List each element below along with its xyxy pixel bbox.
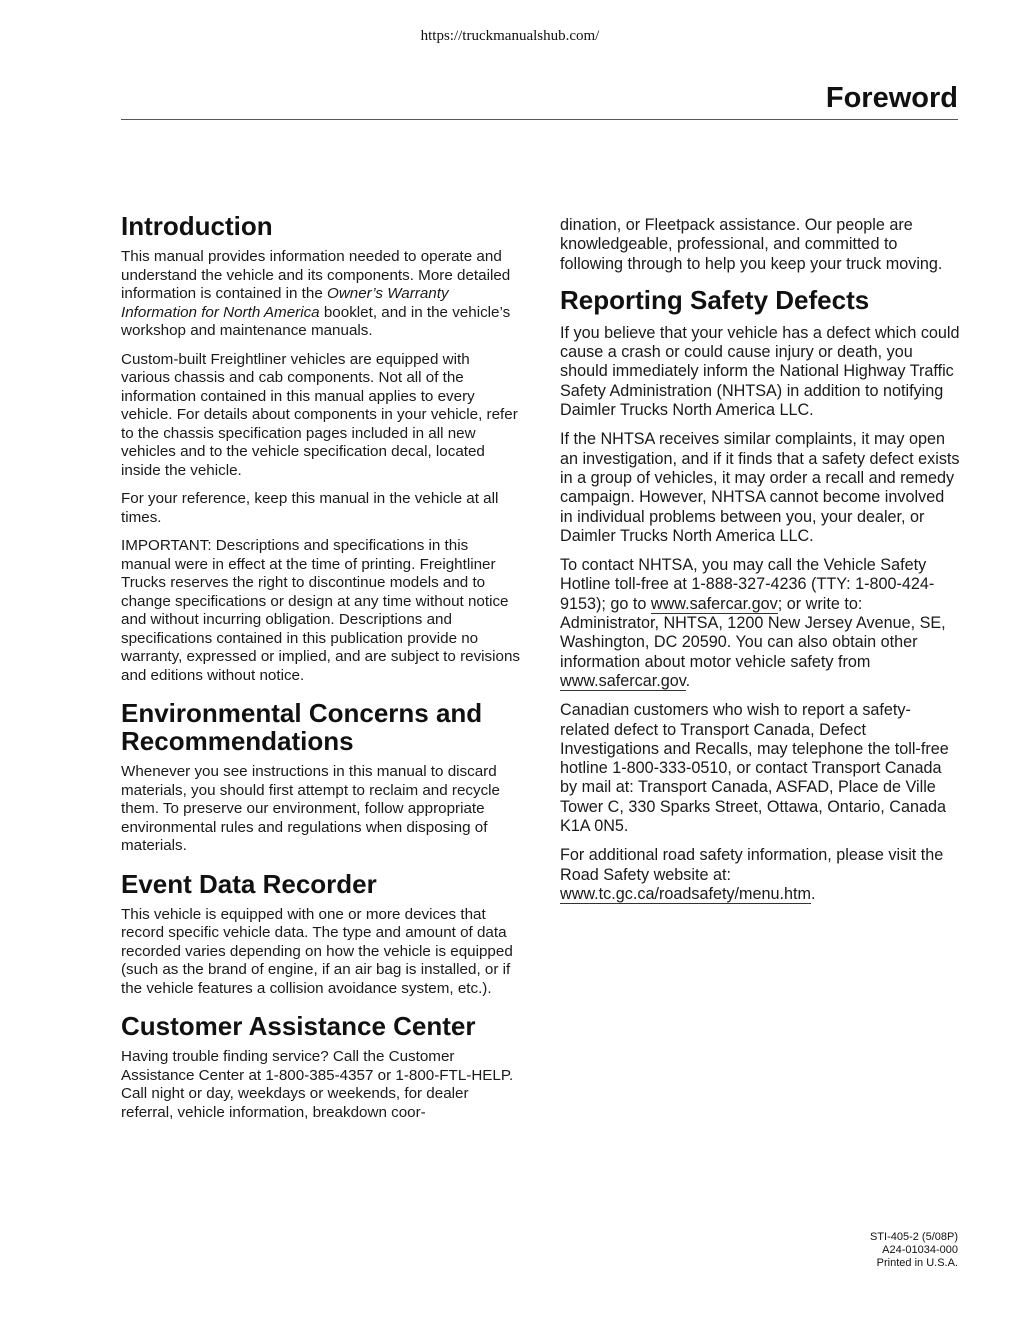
introduction-paragraph-1 <box>121 248 521 341</box>
title-divider <box>121 119 958 120</box>
customer-assistance-continued: dination, or Fleetpack assistance. Our people are knowledgeable, professional, and committed to following through to help you keep your truck moving. <box>560 216 943 273</box>
customer-assistance-heading: Customer Assistance Center <box>121 1011 476 1041</box>
part-number: A24-01034-000 <box>882 1244 958 1256</box>
road-safety-link[interactable]: www.tc.gc.ca/roadsafety/menu.htm <box>560 884 812 903</box>
source-url: https://truckmanualshub.com/ <box>420 28 600 44</box>
event-data-recorder-heading: Event Data Recorder <box>121 868 377 899</box>
safety-defects-paragraph-2: If the NHTSA receives similar complaints, it may open an investigation, and if it finds that a safety defect exists in a group of vehicles, it may order a recall and remedy campaign. However, NHTSA cannot become involved in individual problems between you, your dealer, or Daimler Trucks North America LLC. <box>560 430 960 545</box>
event-data-recorder-paragraph: This vehicle is equipped with one or more devices that record specific vehicle data. The type and amount of data recorded varies depending on how the vehicle is equipped (such as the brand of engine, if an air bag is installed, or if the vehicle features a collision avoidance system, etc.). <box>121 905 513 997</box>
reporting-safety-defects-heading: Reporting Safety Defects <box>560 284 870 315</box>
environmental-heading: Environmental Concerns and Recommendations <box>121 698 483 756</box>
introduction-paragraph-2: Custom-built Freightliner vehicles are equipped with various chassis and cab components. Not all of the information contained in this manual applies to every vehicle. For details about components in your vehicle, refer to the chassis specification pages included in all new vehicles and to the vehicle specification decal, located inside the vehicle. <box>121 350 518 479</box>
intro-text-b: booklet, and in the vehicle’s workshop and maintenance manuals. <box>121 303 511 339</box>
page-title: Foreword <box>825 82 958 114</box>
environmental-paragraph: Whenever you see instructions in this manual to discard materials, you should first attempt to reclaim and recycle them. To preserve our environment, follow appropriate environmental rules and regulations when disposing of materials. <box>121 763 500 854</box>
nhtsa-text-b: ; or write to: Administrator, NHTSA, 1200 New Jersey Avenue, SE, Washington, DC 20590. You can also obtain other information about motor vehicle safety from <box>560 594 946 671</box>
safety-defects-paragraph-3 <box>560 556 960 691</box>
publication-number: STI-405-2 (5/08P) <box>869 1231 958 1243</box>
road-safety-text-b: . <box>811 884 816 903</box>
left-column <box>121 212 521 1132</box>
introduction-heading: Introduction <box>121 211 273 241</box>
introduction-paragraph-4: IMPORTANT: Descriptions and specifications in this manual were in effect at the time of printing. Freightliner Trucks reserves the right to discontinue models and to change specifications or design at any time without notice and without incurring obligation. Descriptions and specifications contained in this publication provide no warranty, expressed or implied, and are subject to revisions and editions without notice. <box>121 537 520 684</box>
safety-defects-paragraph-1: If you believe that your vehicle has a defect which could cause a crash or could cause injury or death, you should immediately inform the National Highway Traffic Safety Administration (NHTSA) in addition to notifying Daimler Trucks North America LLC. <box>560 323 960 420</box>
intro-booklet-title: Owner’s Warranty Information for North America <box>121 285 449 321</box>
customer-assistance-paragraph: Having trouble finding service? Call the Customer Assistance Center at 1-800-385-4357 or 1-800-FTL-HELP. Call night or day, weekdays or weekends, for dealer referral, vehicle information, breakdown coor- <box>121 1048 514 1121</box>
nhtsa-text-a: To contact NHTSA, you may call the Vehicle Safety Hotline toll-free at 1-888-327-4236 (TTY: 1-800-424-9153); go to <box>560 556 935 613</box>
nhtsa-text-c: . <box>685 671 691 690</box>
right-column <box>560 212 960 914</box>
intro-text-a: This manual provides information needed to operate and understand the vehicle and its components. More detailed information is contained in the <box>121 248 511 302</box>
safercar-link[interactable]: www.safercar.gov <box>650 594 778 613</box>
road-safety-text-a: For additional road safety information, please visit the Road Safety website at: <box>560 846 944 884</box>
safety-defects-paragraph-4: Canadian customers who wish to report a safety-related defect to Transport Canada, Defect Investigations and Recalls, may telephone the toll-free hotline 1-800-333-0510, or contact Transport Canada by mail at: Transport Canada, ASFAD, Place de Ville Tower C, 330 Sparks Street, Ottawa, Ontario, Canada K1A 0N5. <box>560 701 949 836</box>
publication-footer <box>870 1231 958 1270</box>
introduction-paragraph-3: For your reference, keep this manual in the vehicle at all times. <box>121 490 499 526</box>
printed-in: Printed in U.S.A. <box>876 1257 958 1269</box>
safercar-link-2[interactable]: www.safercar.gov <box>560 671 686 690</box>
safety-defects-paragraph-5 <box>560 846 960 904</box>
